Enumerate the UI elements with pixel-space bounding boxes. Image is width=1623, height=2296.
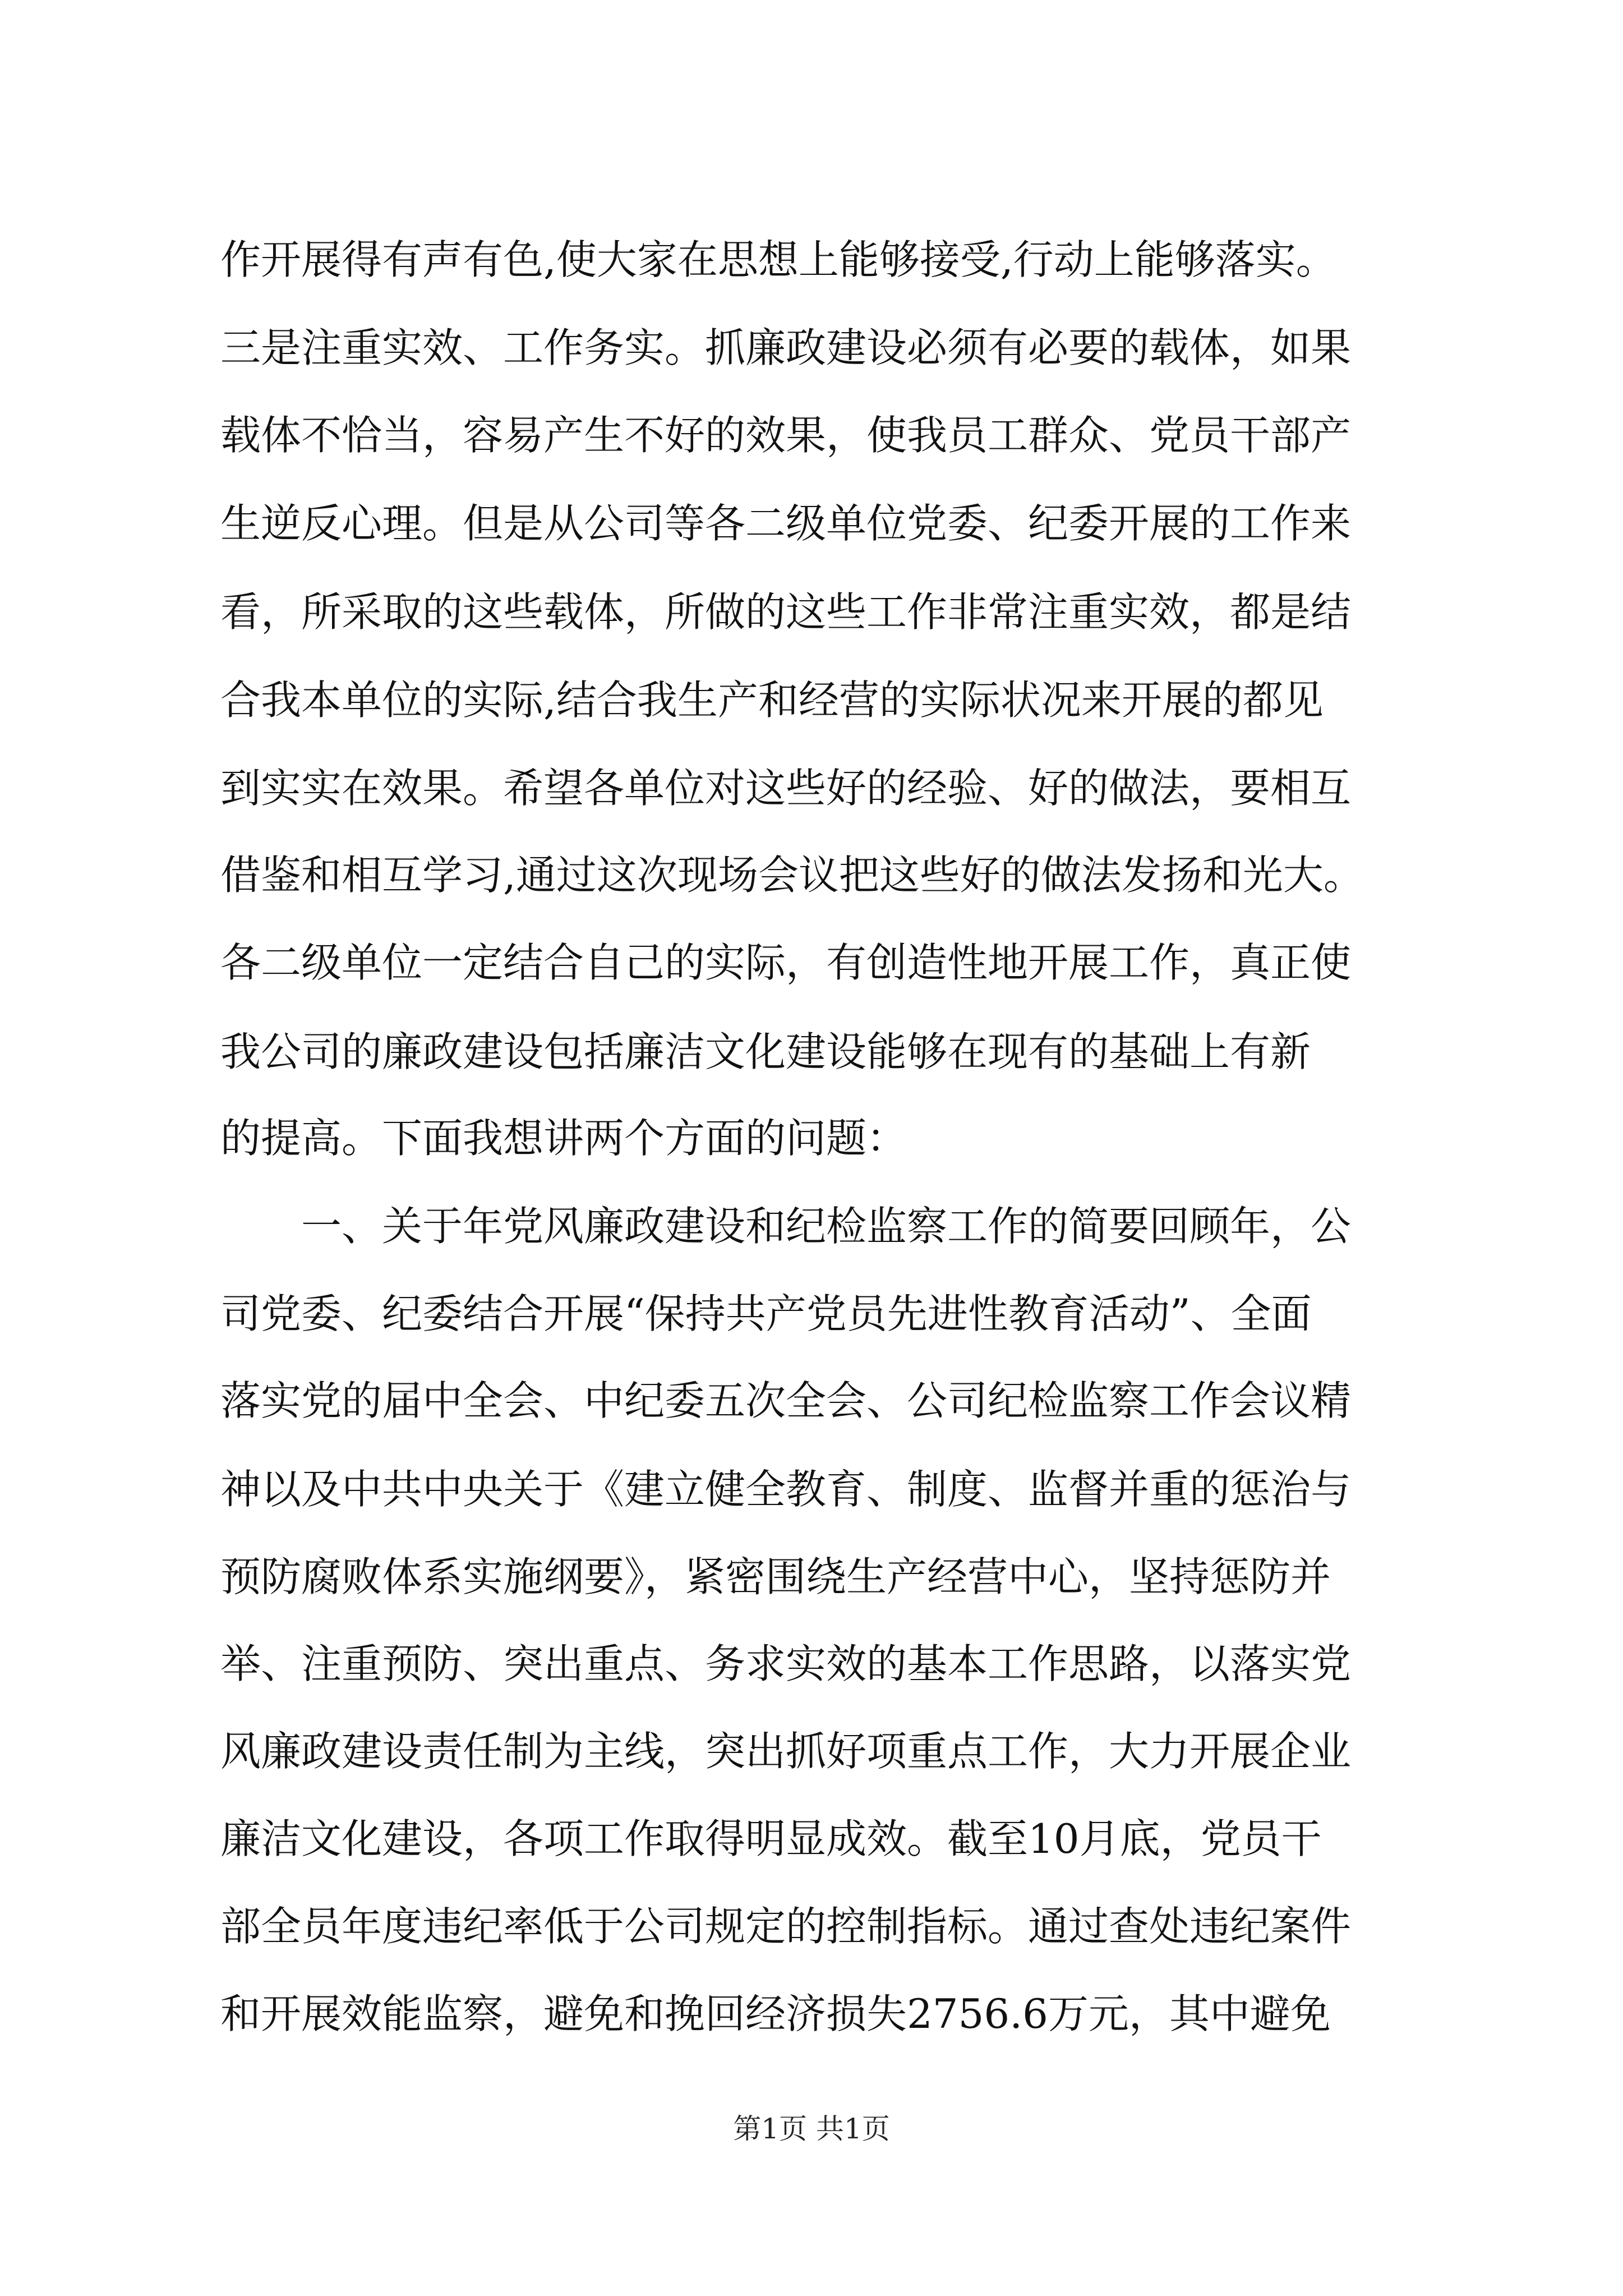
body-line-8: 借鉴和相互学习,通过这次现场会议把这些好的做法发扬和光大。 <box>220 852 1364 899</box>
body-line-20: 部全员年度违纪率低于公司规定的控制指标。通过查处违纪案件 <box>220 1903 1352 1950</box>
body-line-18: 风廉政建设责任制为主线，突出抓好项重点工作，大力开展企业 <box>220 1728 1352 1775</box>
body-line-14: 落实党的届中全会、中纪委五次全会、公司纪检监察工作会议精 <box>220 1377 1352 1424</box>
page-number-footer: 第1页 共1页 <box>733 2113 890 2145</box>
body-line-4: 生逆反心理。但是从公司等各二级单位党委、纪委开展的工作来 <box>220 500 1352 547</box>
body-line-10: 我公司的廉政建设包括廉洁文化建设能够在现有的基础上有新 <box>220 1028 1311 1075</box>
body-line-7: 到实实在效果。希望各单位对这些好的经验、好的做法，要相互 <box>220 765 1352 812</box>
body-line-19: 廉洁文化建设，各项工作取得明显成效。截至10月底，党员干 <box>220 1815 1322 1862</box>
body-line-1: 作开展得有声有色,使大家在思想上能够接受,行动上能够落实。 <box>220 236 1336 283</box>
body-line-16: 预防腐败体系实施纲要》，紧密围绕生产经营中心，坚持惩防并 <box>220 1553 1331 1600</box>
body-line-13: 司党委、纪委结合开展“保持共产党员先进性教育活动”、全面 <box>220 1290 1312 1337</box>
body-line-15: 神以及中共中央关于《建立健全教育、制度、监督并重的惩治与 <box>220 1466 1352 1513</box>
body-line-2: 三是注重实效、工作务实。抓廉政建设必须有必要的载体，如果 <box>220 324 1352 371</box>
body-line-21: 和开展效能监察，避免和挽回经济损失2756.6万元，其中避免 <box>220 1990 1331 2037</box>
section-heading-line: 一、关于年党风廉政建设和纪检监察工作的简要回顾年，公 <box>301 1203 1352 1250</box>
body-line-11: 的提高。下面我想讲两个方面的问题： <box>220 1115 907 1162</box>
body-line-9: 各二级单位一定结合自己的实际，有创造性地开展工作，真正使 <box>220 939 1352 986</box>
body-line-3: 载体不恰当，容易产生不好的效果，使我员工群众、党员干部产 <box>220 412 1352 459</box>
body-line-5: 看，所采取的这些载体，所做的这些工作非常注重实效，都是结 <box>220 588 1352 636</box>
body-line-17: 举、注重预防、突出重点、务求实效的基本工作思路，以落实党 <box>220 1640 1352 1687</box>
body-line-6: 合我本单位的实际,结合我生产和经营的实际状况来开展的都见 <box>220 677 1324 724</box>
